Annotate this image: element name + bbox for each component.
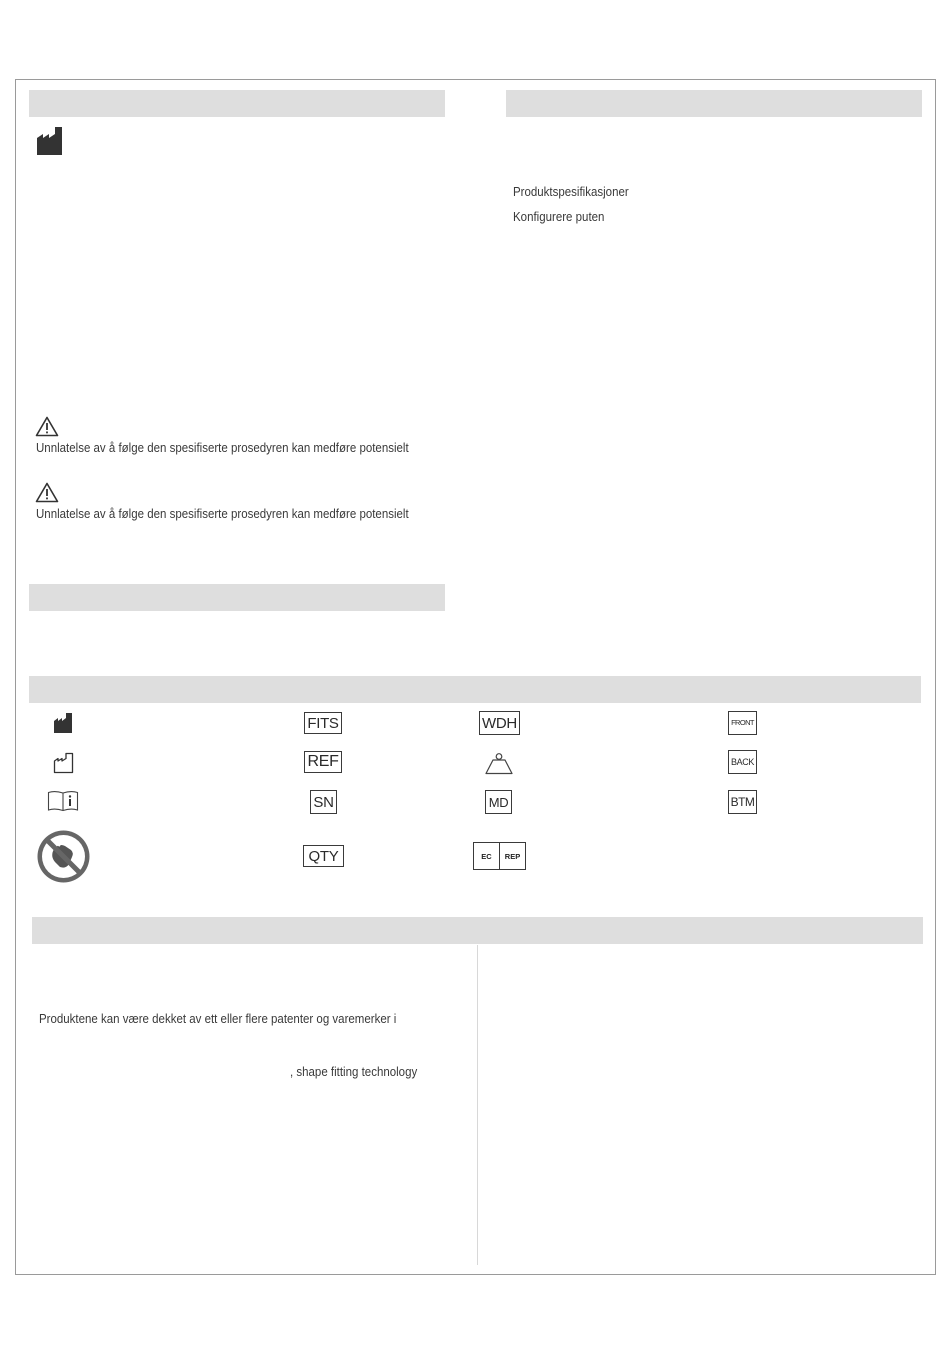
back-symbol: BACK	[728, 750, 757, 774]
warning-icon	[35, 416, 59, 437]
instructions-for-use-icon	[47, 790, 79, 812]
patents-text: Produktene kan være dekket av ett eller flere patenter og varemerker i	[39, 1012, 397, 1026]
warning-text: Unnlatelse av å følge den spesifiserte prosedyren kan medføre potensielt	[36, 441, 409, 455]
sn-symbol: SN	[310, 790, 337, 814]
do-not-touch-icon	[36, 829, 91, 884]
front-symbol: FRONT	[728, 711, 757, 735]
wdh-symbol: WDH	[479, 711, 520, 735]
warning-icon	[35, 482, 59, 503]
manufacturer-icon	[36, 126, 64, 156]
technology-text: , shape fitting technology	[290, 1065, 418, 1079]
column-divider	[477, 945, 478, 1265]
fits-symbol: FITS	[304, 712, 342, 734]
product-specs-link[interactable]: Produktspesifikasjoner	[513, 185, 629, 199]
section-header-symbols	[29, 676, 921, 703]
ref-symbol: REF	[304, 751, 342, 773]
date-of-manufacture-icon	[53, 752, 75, 774]
qty-symbol: QTY	[303, 845, 344, 867]
rep-label: REP	[499, 843, 525, 869]
section-header-product	[506, 90, 922, 117]
warning-text: Unnlatelse av å følge den spesifiserte prosedyren kan medføre potensielt	[36, 507, 409, 521]
ec-label: EC	[481, 851, 492, 861]
section-header-left	[29, 584, 445, 611]
weight-icon	[484, 752, 514, 775]
md-symbol: MD	[485, 790, 512, 814]
section-header-legal	[32, 917, 923, 944]
ec-rep-symbol	[473, 842, 526, 870]
manufacturer-icon	[53, 712, 75, 734]
configure-cushion-link[interactable]: Konfigurere puten	[513, 210, 605, 224]
btm-symbol: BTM	[728, 790, 757, 814]
section-header-manufacturer	[29, 90, 445, 117]
